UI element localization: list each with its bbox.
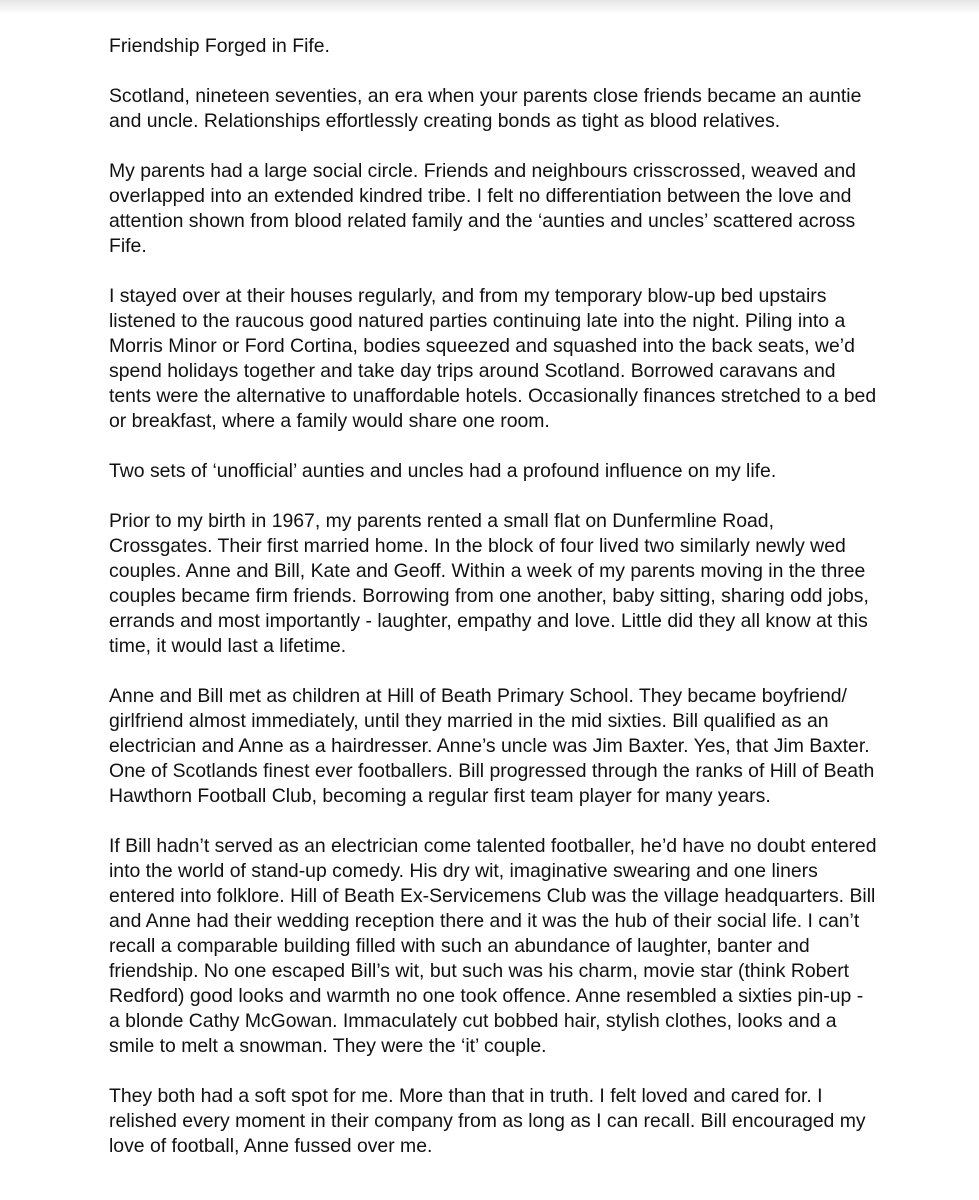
paragraph: Scotland, nineteen seventies, an era when your parents close friends became an auntie and uncle. Relationships effortlessly creating bonds as tight as blood relatives. [109,85,862,132]
paragraph: If Bill hadn’t served as an electrician come talented footballer, he’d have no doubt entered into the world of stand-up comedy. His dry wit, imaginative swearing and one liners entered into folklore. Hill of Beath Ex-Servicemens Club was the village headquarters. Bill and Anne had their wedding reception there and it was the hub of their social life. I can’t recall a comparable building filled with such an abundance of laughter, banter and friendship. No one escaped Bill’s wit, but such was his charm, movie star (think Robert Redford) good looks and warmth no one took offence. Anne resembled a sixties pin-up - a blonde Cathy McGowan. Immaculately cut bobbed hair, stylish clothes, looks and a smile to melt a snowman. They were the ‘it’ couple. [109,835,877,1057]
paragraph: They both had a soft spot for me. More than that in truth. I felt loved and cared for. I relished every moment in their company from as long as I can recall. Bill encouraged my love of football, Anne fussed over me. [109,1085,866,1157]
paragraph: Two sets of ‘unofficial’ aunties and uncles had a profound influence on my life. [109,460,777,482]
document-title: Friendship Forged in Fife. [109,35,330,57]
paragraph: My parents had a large social circle. Friends and neighbours crisscrossed, weaved and overlapped into an extended kindred tribe. I felt no differentiation between the love and attention shown from blood related family and the ‘aunties and uncles’ scattered across Fife. [109,160,856,257]
paragraph: I stayed over at their houses regularly, and from my temporary blow-up bed upstairs listened to the raucous good natured parties continuing late into the night. Piling into a Morris Minor or Ford Cortina, bodies squeezed and squashed into the back seats, we’d spend holidays together and take day trips around Scotland. Borrowed caravans and tents were the alternative to unaffordable hotels. Occasionally finances stretched to a bed or breakfast, where a family would share one room. [109,285,877,432]
top-edge-shadow [0,0,979,14]
document-body [109,34,879,1184]
paragraph: Prior to my birth in 1967, my parents rented a small flat on Dunfermline Road, Crossgates. Their first married home. In the block of four lived two similarly newly wed couples. Anne and Bill, Kate and Geoff. Within a week of my parents moving in the three couples became firm friends. Borrowing from one another, baby sitting, sharing odd jobs, errands and most importantly - laughter, empathy and love. Little did they all know at this time, it would last a lifetime. [109,510,869,657]
paragraph: Anne and Bill met as children at Hill of Beath Primary School. They became boyfriend/ girlfriend almost immediately, until they married in the mid sixties. Bill qualified as an electrician and Anne as a hairdresser. Anne’s uncle was Jim Baxter. Yes, that Jim Baxter. One of Scotlands finest ever footballers. Bill progressed through the ranks of Hill of Beath Hawthorn Football Club, becoming a regular first team player for many years. [109,685,875,807]
